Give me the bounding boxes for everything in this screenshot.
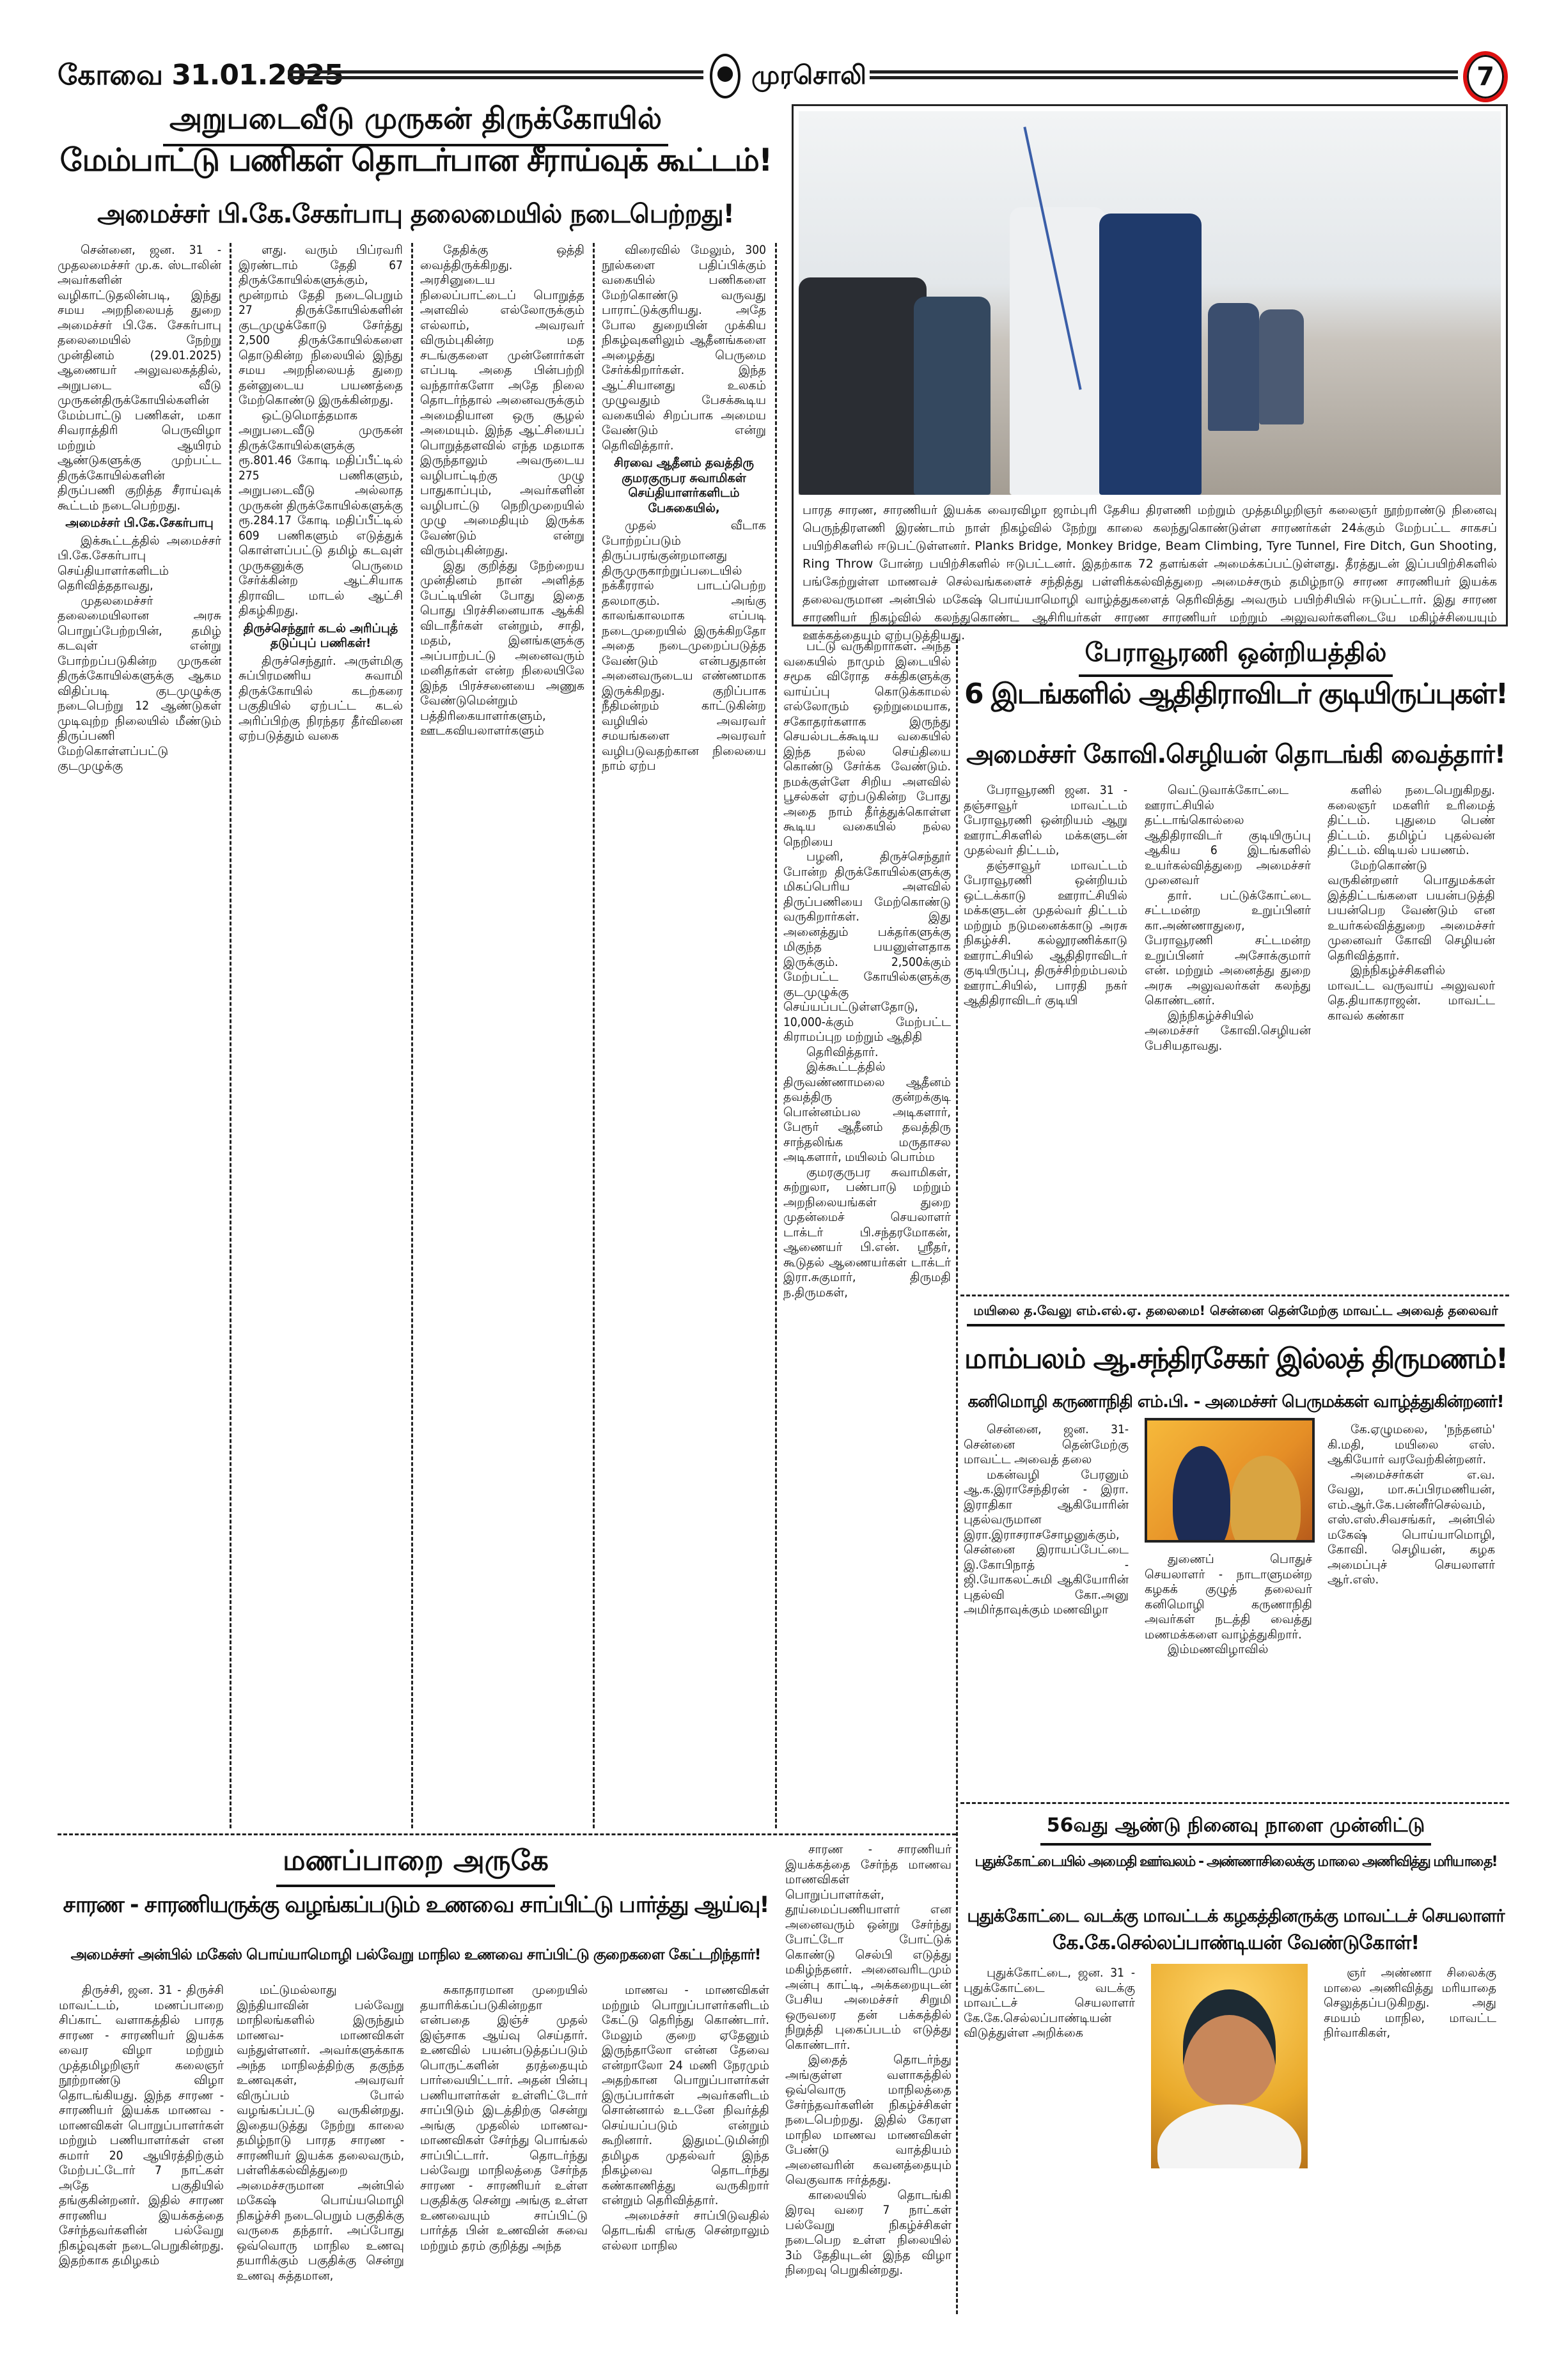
article-paragraph: மட்டுமல்லாது இந்தியாவின் பல்வேறு மாநிலங்களில் இருந்தும் மாணவ- மாணவிகள் வந்துள்ளனர். அவர்களுக்காக அந்த மாநிலத்திற்கு தகுந்த உணவுகள், அவரவர் விருப்பம் போல் வழங்கப்பட்டு வருகின்றது. இதையடுத்து நேற்று காலை தமிழ்நாடு பாரத சாரண - சாரணியர் இயக்க தலைவரும், பள்ளிக்கல்வித்துறை அமைச்சருமான அன்பில் மகேஷ் பொய்யமொழி நிகழ்ச்சி நடைபெறும் பகுதிக்கு வருகை தந்தார். அப்போது ஒவ்வொரு மாநில உணவு தயாரிக்கும் பகுதிக்கு சென்று உணவு சுத்தமான, xyxy=(237,1983,404,2283)
a1-headline: மேம்பாட்டு பணிகள் தொடர்பான சீராய்வுக் கூட்டம்! xyxy=(59,142,772,178)
article-paragraph: பட்டு வருகிறார்கள். அந்த வகையில் நாமும் இடையில் சமூக விரோத சக்திகளுக்கு வாய்ப்பு கொடுக்காமல் எல்லோரும் ஒற்றுமையாக, சகோதரர்களாக இருந்து செயல்படக்கூடிய வகையில் இந்த நல்ல செய்தியை கொண்டு சேர்க்க வேண்டும். நமக்குள்ளே சிறிய அளவில் பூசல்கள் ஏற்படுகின்ற போது அதை நாம் தீர்த்துக்கொள்ள கூடிய வகையில் நல்ல நெறியை xyxy=(783,639,951,849)
portrait-face xyxy=(1183,1989,1276,2104)
scouts-archery-photo xyxy=(792,104,1508,642)
murasoli-logo-icon xyxy=(710,54,740,98)
a2-headline: 6 இடங்களில் ஆதிதிராவிடர் குடியிருப்புகள்! xyxy=(964,678,1507,710)
article-paragraph: அமைச்சர்கள் எ.வ. வேலு, மா.சுப்பிரமணியன், எம்.ஆர்.கே.பன்னீர்செல்வம், எஸ்.எஸ்.சிவசங்கர், அன்பில் மகேஷ் பொய்யாமொழி, கோவி. செழியன், கழக அமைப்புச் செயலாளர் ஆர்.எஸ். xyxy=(1328,1467,1495,1587)
article-paragraph: திருச்சி, ஜன. 31 - திருச்சி மாவட்டம், மணப்பாறை சிப்காட் வளாகத்தில் பாரத சாரண - சாரணியர் இயக்க வைர விழா மற்றும் முத்தமிழறிஞர் கலைஞர் நூற்றாண்டு விழா தொடங்கியது. இந்த சாரண - சாரணியர் இயக்க மாணவ - மாணவிகள் பொறுப்பாளர்கள் மற்றும் பணியாளர்கள் என சுமார் 20 ஆயிரத்திற்கும் மேற்பட்டோர் 7 நாட்கள் அதே பகுதியில் தங்குகின்றனர். இதில் சாரண சாரணிய இயக்கத்தை சேர்ந்தவர்களின் பல்வேறு நிகழ்வுகள் நடைபெறுகின்றது. இதற்காக தமிழகம் xyxy=(59,1983,224,2267)
article-paragraph: மாணவ - மாணவிகள் மற்றும் பொறுப்பாளர்களிடம் கேட்டு தெரிந்து கொண்டார். மேலும் குறை ஏதேனும் இருந்தாலோ என்ன தேவை என்றாலோ 24 மணி நேரமும் அதற்கான பொறுப்பாளர்கள் இருப்பார்கள் அவர்களிடம் சொன்னால் உடனே நிவர்த்தி செய்யப்படும் என்றும் கூறினார். இதுமட்டுமின்றி தமிழக முதல்வர் இந்த நிகழ்வை தொடர்ந்து கண்காணித்து வருகிறார் என்றும் தெரிவித்தார். xyxy=(602,1983,769,2207)
article-paragraph: முதல் வீடாக போற்றப்படும் திருப்பரங்குன்றமானது திருமுருகாற்றுப்படையில் நக்கீரரால் பாடப்பெற்ற தலமாகும். அங்கு காலங்காலமாக எப்படி நடைமுறையில் இருக்கிறதோ அதை நடைமுறைப்படுத்த வேண்டும் என்பதுதான் அனைவருடைய எண்ணமாக இருக்கிறது. குறிப்பாக நீதிமன்றம் காட்டுகின்ற வழியில் அவரவர் சமயங்களை அவரவர் வழிபடுவதற்கான நிலையை நாம் ஏற்ப xyxy=(602,518,766,773)
section-divider xyxy=(58,1833,956,1835)
a3-column-2 xyxy=(1145,1552,1312,1801)
a3-column-1 xyxy=(964,1422,1129,1800)
a2-kicker-text: பேராவூரணி ஒன்றியத்தில் xyxy=(1079,638,1393,677)
article-paragraph: இக்கூட்டத்தில் அமைச்சர் பி.கே.சேகர்பாபு செய்தியாளர்களிடம் தெரிவித்ததாவது, xyxy=(58,533,221,593)
column-divider xyxy=(593,243,595,1828)
a1-subhead: அமைச்சர் பி.கே.சேகர்பாபு தலைமையில் நடைபெற்றது! xyxy=(97,199,734,229)
a1-column-4 xyxy=(602,243,766,1828)
column-divider xyxy=(775,243,777,1828)
a4-headline: புதுக்கோட்டையில் அமைதி ஊர்வலம் - அண்ணாசிலைக்கு மாலை அணிவித்து மரியாதை! xyxy=(975,1854,1497,1870)
a5-kicker xyxy=(58,1844,774,1887)
article-paragraph: குமரகுருபர சுவாமிகள், சுற்றுலா, பண்பாடு மற்றும் அறநிலையங்கள் துறை முதன்மைச் செயலாளர் டாக்டர் பி.சந்தரமோகன், ஆணையர் பி.என். ஸ்ரீதர், கூடுதல் ஆணையர்கள் டாக்டர் இரா.சுகுமார், திருமதி ந.திருமகள், xyxy=(783,1165,951,1300)
article-paragraph: தெரிவித்தார். xyxy=(806,1045,879,1059)
article-paragraph: பழனி, திருச்செந்தூர் போன்ற திருக்கோயில்களுக்கு மிகப்பெரிய அளவில் திருப்பணியை மேற்கொண்டு வருகிறார்கள். இது அனைத்தும் பக்தர்களுக்கு மிகுந்த பயனுள்ளதாக இருக்கும். 2,500க்கும் மேற்பட்ட கோயில்களுக்கு குடமுழுக்கு செய்யப்பட்டுள்ளதோடு, 10,000-க்கும் மேற்பட்ட கிராமப்புற மற்றும் ஆதிதி xyxy=(783,850,951,1044)
a2-column-2 xyxy=(1145,783,1311,1285)
a3-column-3 xyxy=(1328,1422,1495,1800)
person-figure xyxy=(1099,214,1202,495)
paper-name: முரசொலி xyxy=(751,61,866,90)
a4-kicker-text: 56வது ஆண்டு நினைவு நாளை முன்னிட்டு xyxy=(1040,1814,1432,1846)
photo-caption: பாரத சாரண, சாரணியர் இயக்க வைரவிழா ஜாம்புரி தேசிய திரளணி மற்றும் முத்தமிழறிஞர் கலைஞர் நூற்றாண்டு நினைவு பெருந்திரளணி இரண்டாம் நாள் நிகழ்வில் நேற்று காலை கலந்துகொண்டுள்ள சாரணர்கள் 24க்கும் மேற்பட்ட சாகசப் பயிற்சிகளில் ஈடுபட்டுள்ளனர். Planks Bridge, Monkey Bridge, Beam Climbing, Tyre Tunnel, Fire Ditch, Gun Shooting, Ring Throw போன்ற பயிற்சிகளில் ஈடுபட்டனர். இதற்காக 72 தளங்கள் அமைக்கப்பட்டுள்ளது. தீரத்துடன் இப்பயிற்சிகளில் பங்கேற்றுள்ள மாணவச் செல்வங்களைச் சந்தித்து பள்ளிக்கல்வித்துறை அமைச்சரும் தமிழ்நாடு சாரண சாரணியர் இயக்க தலைவருமான அன்பில் மகேஷ் பொய்யாமொழி வாழ்த்துகளைத் தெரிவித்து அவரும் பயிற்சியில் ஈடுபட்டார். இது சாரண சாரணியர் நிகழ்வில் கலந்துகொண்ட ஆசிரியர்கள் சாரண சாரணியர் மற்றும் அலுவலர்களிடையே மகிழ்ச்சியையும் ஊக்கத்தையும் ஏற்படுத்தியது. xyxy=(803,503,1497,642)
article-paragraph: தேதிக்கு ஒத்தி வைத்திருக்கிறது. அரசினுடைய நிலைப்பாட்டைப் பொறுத்த அளவில் எல்லோருக்கும் எல்லாம், அவரவர் விரும்புகின்ற மத சடங்குகளை முன்னோர்கள் எப்படி அதை பின்பற்றி வந்தார்களோ அதே நிலை தொடர்ந்தால் அனைவருக்கும் அமைதியான ஒரு சூழல் அமையும். இந்த ஆட்சியைப் பொறுத்தளவில் எந்த மதமாக இருந்தாலும் அவருடைய வழிபாட்டிற்கு முழு பாதுகாப்பும், அவர்களின் வழிபாட்டு நெறிமுறையில் முழு அமைதியும் இருக்க வேண்டும் என்று விரும்புகின்றது. xyxy=(420,243,584,557)
person-figure xyxy=(1010,207,1106,495)
portrait-shirt xyxy=(1157,2104,1301,2168)
article-paragraph: வெட்டுவாக்கோட்டை ஊராட்சியில் தட்டாங்கொல்லை ஆதிதிராவிடர் குடியிருப்பு ஆகிய 6 இடங்களில் உயர்கல்வித்துறை அமைச்சர் முனைவர் xyxy=(1145,783,1311,887)
person-figure xyxy=(914,297,991,495)
a3-kicker-text: மயிலை த.வேலு எம்.எல்.ஏ. தலைமை! சென்னை தென்மேற்கு மாவட்ட அவைத் தலைவர் xyxy=(967,1303,1504,1326)
chellapandian-portrait-photo xyxy=(1151,1964,1308,2168)
a4-subhead-line2: கே.கே.செல்லப்பாண்டியன் வேண்டுகோள்! xyxy=(1052,1932,1420,1954)
article-paragraph: களில் நடைபெறுகிறது. கலைஞர் மகளிர் உரிமைத் திட்டம். புதுமை பெண் திட்டம். தமிழ்ப் புதல்வன் திட்டம். விடியல் பயணம். xyxy=(1328,783,1495,857)
column-subheading: சிரவை ஆதீனம் தவத்திரு குமரகுருபர சுவாமிகள் செய்தியாளர்களிடம் பேசுகையில், xyxy=(614,456,754,515)
a4-kicker xyxy=(962,1814,1509,1846)
a3-subhead: கனிமொழி கருணாநிதி எம்.பி. - அமைச்சர் பெருமக்கள் வாழ்த்துகின்றனர்! xyxy=(967,1392,1504,1412)
a2-column-3 xyxy=(1328,783,1495,1285)
a1-column-2 xyxy=(239,243,403,1828)
article-paragraph: அமைச்சர் சாப்பிடுவதில் தொடங்கி எங்கு சென்றாலும் எல்லா மாநில xyxy=(602,2208,769,2253)
a5-subhead: அமைச்சர் அன்பில் மகேஸ் பொய்யாமொழி பல்வேறு மாநில உணவை சாப்பிட்டு குறைகளை கேட்டறிந்தார்! xyxy=(70,1947,761,1963)
person-figure xyxy=(1259,309,1304,424)
a2-subhead: அமைச்சர் கோவி.செழியன் தொடங்கி வைத்தார்! xyxy=(966,740,1505,769)
a5-column-1 xyxy=(59,1983,224,2315)
edition-date: கோவை 31.01.2025 xyxy=(58,59,343,91)
a5-kicker-text: மணப்பாறை அருகே xyxy=(276,1844,555,1887)
page-number-badge: 7 xyxy=(1463,51,1508,102)
a4-column-1 xyxy=(964,1966,1135,2314)
person-figure xyxy=(1208,303,1259,431)
article-paragraph: மகன்வழி பேரனும் ஆ.க.இராசேந்திரன் - இரா. இராதிகா ஆகியோரின் புதல்வருமான இரா.இராசராசசோழனுக்கும், சென்னை இராயப்பேட்டை இ.கோபிநாத் - ஜி.யோகலட்சுமி ஆகியோரின் புதல்வி கோ.அனு அமிர்தாவுக்கும் மணவிழா xyxy=(964,1467,1129,1617)
article-paragraph: தஞ்சாவூர் மாவட்டம் பேராவூரணி ஒன்றியம் ஒட்டக்காடு ஊராட்சியில் மக்களுடன் முதல்வர் திட்டம் மற்றும் நடுமனைக்காடு அரசு நிகழ்ச்சி. கல்லூரணிக்காடு ஊராட்சியில் ஆதிதிராவிடர் குடியிருப்பு, திருச்சிற்றம்பலம் ஊராட்சியில், பாரதி நகர் ஆதிதிராவிடர் குடியி xyxy=(964,858,1127,1007)
photo-image xyxy=(799,111,1501,495)
a5-headline: சாரண - சாரணியருக்கு வழங்கப்படும் உணவை சாப்பிட்டு பார்த்து ஆய்வு! xyxy=(63,1892,769,1918)
wedding-couple-photo xyxy=(1145,1418,1315,1543)
column-divider xyxy=(411,243,413,1828)
a5-column-3 xyxy=(420,1983,588,2315)
a2-kicker xyxy=(962,638,1509,677)
column-divider xyxy=(956,639,958,2314)
groom-figure xyxy=(1173,1446,1230,1543)
a1-column-3 xyxy=(420,243,584,1828)
article-paragraph: ஞர் அண்ணா சிலைக்கு மாலை அணிவித்து மரியாதை செலுத்தப்படுகிறது. அது சமயம் மாநில, மாவட்ட நிர்வாகிகள், xyxy=(1324,1966,1496,2040)
person-figure xyxy=(799,277,927,495)
column-subheading: திருச்செந்தூர் கடல் அரிப்புத் தடுப்புப் பணிகள்! xyxy=(243,621,398,650)
article-paragraph: இந்நிகழ்ச்சிகளில் மாவட்ட வருவாய் அலுவலர் தெ.தியாகராஜன். மாவட்ட காவல் கண்கா xyxy=(1328,963,1495,1023)
article-paragraph: இம்மணவிழாவில் xyxy=(1168,1642,1269,1656)
column-divider xyxy=(230,243,231,1828)
article-paragraph: ஒட்டுமொத்தமாக அறுபடைவீடு முருகன் திருக்கோயில்களுக்கு ரூ.801.46 கோடி மதிப்பீட்டில் 275 பணிகளும், அறுபடைவீடு அல்லாத முருகன் திருக்கோயில்களுக்கு ரூ.284.17 கோடி மதிப்பீட்டில் 609 பணிகளும் எடுத்துக் கொள்ளப்பட்டு தமிழ் கடவுள் முருகனுக்கு பெருமை சேர்க்கின்ற ஆட்சியாக திராவிட மாடல் ஆட்சி திகழ்கிறது. xyxy=(239,408,403,618)
article-paragraph: திருச்செந்தூர். அருள்மிகு சுப்பிரமணிய சுவாமி திருக்கோயில் கடற்கரை பகுதியில் ஏற்பட்ட கடல் அரிப்பிற்கு நிரந்தர தீர்வினை ஏற்படுத்தும் வகை xyxy=(239,653,403,743)
article-paragraph: இது குறித்து நேற்றைய முன்தினம் நான் அளித்த பேட்டியின் போது இதை பொது பிரச்சினையாக ஆக்கி விடாதீர்கள் என்றும், சாதி, மதம், இனங்களுக்கு அப்பாற்பட்டு அனைவரும் மனிதர்கள் என்ற நிலையிலே இந்த பிரச்சனையை அணுக வேண்டுமென்றும் பத்திரிகையாளர்களும், ஊடகவியலாளர்களும் xyxy=(420,558,584,738)
a5-column-2 xyxy=(237,1983,404,2315)
article-paragraph: கே.ஏழுமலை, 'நந்தனம்' கி.மதி, மயிலை எஸ். ஆகியோர் வரவேற்கின்றனர். xyxy=(1328,1422,1495,1466)
a1-column-1 xyxy=(58,243,221,1828)
article-paragraph: இந்நிகழ்ச்சியில் அமைச்சர் கோவி.செழியன் பேசியதாவது. xyxy=(1145,1008,1311,1053)
a3-headline: மாம்பலம் ஆ.சந்திரசேகர் இல்லத் திருமணம்! xyxy=(964,1342,1508,1375)
a1-column-5 xyxy=(783,639,951,1828)
a4-subhead-line1: புதுக்கோட்டை வடக்கு மாவட்டக் கழகத்தினருக்கு மாவட்டச் செயலாளர் xyxy=(967,1906,1505,1926)
a1-kicker xyxy=(58,101,774,146)
article-paragraph: விரைவில் மேலும், 300 நூல்களை பதிப்பிக்கும் வகையில் பணிகளை மேற்கொண்டு வருவது பாராட்டுக்குரியது. அதே போல துறையின் முக்கிய நிகழ்வுகளிலும் ஆதீனங்களை அழைத்து பெருமை சேர்க்கிறார்கள். இந்த ஆட்சியானது உலகம் முழுவதும் பேசக்கூடிய வகையில் சிறப்பாக அமைய வேண்டும் என்று தெரிவித்தார். xyxy=(602,243,766,453)
article-paragraph: சென்னை, ஜன. 31- சென்னை தென்மேற்கு மாவட்ட அவைத் தலை xyxy=(964,1422,1129,1466)
article-paragraph: இக்கூட்டத்தில் திருவண்ணாமலை ஆதீனம் தவத்திரு குன்றக்குடி பொன்னம்பல அடிகளார், பேரூர் ஆதீனம் தவத்திரு சாந்தலிங்க மருதாசல அடிகளார், மயிலம் பொம்ம xyxy=(783,1060,951,1164)
article-paragraph: ளது. வரும் பிப்ரவரி இரண்டாம் தேதி 67 திருக்கோயில்களுக்கும், மூன்றாம் தேதி நடைபெறும் 27 திருக்கோயில்களின் குடமுழுக்கோடு சேர்த்து 2,500 திருக்கோயில்களை தொடுகின்ற நிலையில் இந்து சமய அறநிலையத் துறை தன்னுடைய பயணத்தை மேற்கொண்டு இருக்கின்றது. xyxy=(239,243,403,407)
a5-column-4 xyxy=(602,1983,769,2315)
article-paragraph: தார். பட்டுக்கோட்டை சட்டமன்ற உறுப்பினர் கா.அண்ணாதுரை, பேராவூரணி சட்டமன்ற உறுப்பினர் அசோக்குமார் என். மற்றும் அனைத்து துறை அரசு அலுவலர்கள் கலந்து கொண்டனர். xyxy=(1145,888,1311,1007)
a2-column-1 xyxy=(964,783,1127,1285)
article-paragraph: இதைத் தொடர்ந்து அங்குள்ள வளாகத்தில் ஒவ்வொரு மாநிலத்தை சேர்ந்தவர்களின் நிகழ்ச்சிகள் நடைபெற்றது. இதில் கேரள மாநில மாணவ மாணவிகள் பேண்டு வாத்தியம் அனைவரின் கவனத்தையும் வெகுவாக ஈர்த்தது. xyxy=(785,2053,952,2187)
bride-figure xyxy=(1230,1456,1301,1543)
a4-column-3 xyxy=(1324,1966,1496,2314)
article-paragraph: முதலமைச்சர் தலைமையிலான அரசு பொறுப்பேற்றபின், தமிழ் கடவுள் என்று போற்றப்படுகின்ற முருகன் திருக்கோயில்களுக்கு ஆகம விதிப்படி குடமுழுக்கு நடைபெற்று 12 ஆண்டுகள் முடிவுற்ற நிலையில் மீண்டும் திருப்பணி மேற்கொள்ளப்பட்டு குடமுழுக்கு xyxy=(58,593,221,773)
article-paragraph: பேராவூரணி ஜன. 31 - தஞ்சாவூர் மாவட்டம் பேராவூரணி ஒன்றியம் ஆறு ஊராட்சிகளில் மக்களுடன் முதல்வர் திட்டம், xyxy=(964,783,1127,857)
article-paragraph: காலையில் தொடங்கி இரவு வரை 7 நாட்கள் பல்வேறு நிகழ்ச்சிகள் நடைபெற உள்ள நிலையில் 3ம் தேதியுடன் இந்த விழா நிறைவு பெறுகின்றது. xyxy=(785,2188,952,2277)
article-paragraph: சுகாதாரமான முறையில் தயாரிக்கப்படுகின்றதா என்பதை இஞ்ச் முதல் இஞ்சாக ஆய்வு செய்தார். உணவில் பயன்படுத்தப்படும் பொருட்களின் தரத்தையும் பார்வையிட்டார். அதன் பின்பு பணியாளர்கள் உள்ளிட்டோர் சாப்பிடும் இடத்திற்கு சென்று அங்கு முதலில் மாணவ- மாணவிகள் சேர்ந்து பொங்கல் சாப்பிட்டார். தொடர்ந்து பல்வேறு மாநிலத்தை சேர்ந்த சாரண - சாரணியர் உள்ள பகுதிக்கு சென்று அங்கு உள்ள உணவையும் சாப்பிட்டு பார்த்த பின் உணவின் சுவை மற்றும் தரம் குறித்து அந்த xyxy=(420,1983,588,2253)
masthead-rule-left xyxy=(288,70,703,79)
article-paragraph: புதுக்கோட்டை, ஜன. 31 - புதுக்கோட்டை வடக்கு மாவட்டச் செயலாளர் கே.கே.செல்லப்பாண்டியன் விடுத்துள்ள அறிக்கை xyxy=(964,1966,1135,2040)
article-paragraph: துணைப் பொதுச் செயலாளர் - நாடாளுமன்ற கழகக் குழுத் தலைவர் கனிமொழி கருணாநிதி அவர்கள் நடத்தி வைத்து மணமக்களை வாழ்த்துகிறார். xyxy=(1145,1552,1312,1642)
article-paragraph: மேற்கொண்டு வருகின்றனர் பொதுமக்கள் இத்திட்டங்களை பயன்படுத்தி பயன்பெற வேண்டும் என உயர்கல்வித்துறை அமைச்சர் முனைவர் கோவி செழியன் தெரிவித்தார். xyxy=(1328,858,1495,963)
article-paragraph: சாரண - சாரணியர் இயக்கத்தை சேர்ந்த மாணவ மாணவிகள் பொறுப்பாளர்கள், தூய்மைப்பணியாளர் என அனைவரும் ஒன்று சேர்ந்து போட்டோ போட்டுக் கொண்டு செல்பி எடுத்து மகிழ்ந்தனர். அனைவரிடமும் அன்பு காட்டி, அக்கறையுடன் பேசிய அமைச்சர் சிறுமி ஒருவரை தன் பக்கத்தில் நிறுத்தி புகைப்படம் எடுத்து கொண்டார். xyxy=(785,1842,952,2052)
column-subheading: அமைச்சர் பி.கே.சேகர்பாபு xyxy=(65,516,214,530)
article-paragraph: சென்னை, ஜன. 31 - முதலமைச்சர் மு.க. ஸ்டாலின் அவர்களின் வழிகாட்டுதலின்படி, இந்து சமய அறநிலையத் துறை அமைச்சர் பி.கே. சேகர்பாபு தலைமையில் நேற்று முன்தினம் (29.01.2025) ஆணையர் அலுவலகத்தில், அறுபடை வீடு முருகன்திருக்கோயில்களின் மேம்பாட்டு பணிகள், மகா சிவராத்திரி பெருவிழா மற்றும் ஆயிரம் ஆண்டுகளுக்கு முற்பட்ட திருக்கோயில்களின் திருப்பணி குறித்த சீராய்வுக் கூட்டம் நடைபெற்றது. xyxy=(58,243,221,513)
a1-kicker-text: அறுபடைவீடு முருகன் திருக்கோயில் xyxy=(163,101,668,146)
a3-kicker xyxy=(962,1303,1509,1326)
masthead-rule-right xyxy=(870,70,1458,79)
a5-column-5 xyxy=(785,1842,952,2315)
